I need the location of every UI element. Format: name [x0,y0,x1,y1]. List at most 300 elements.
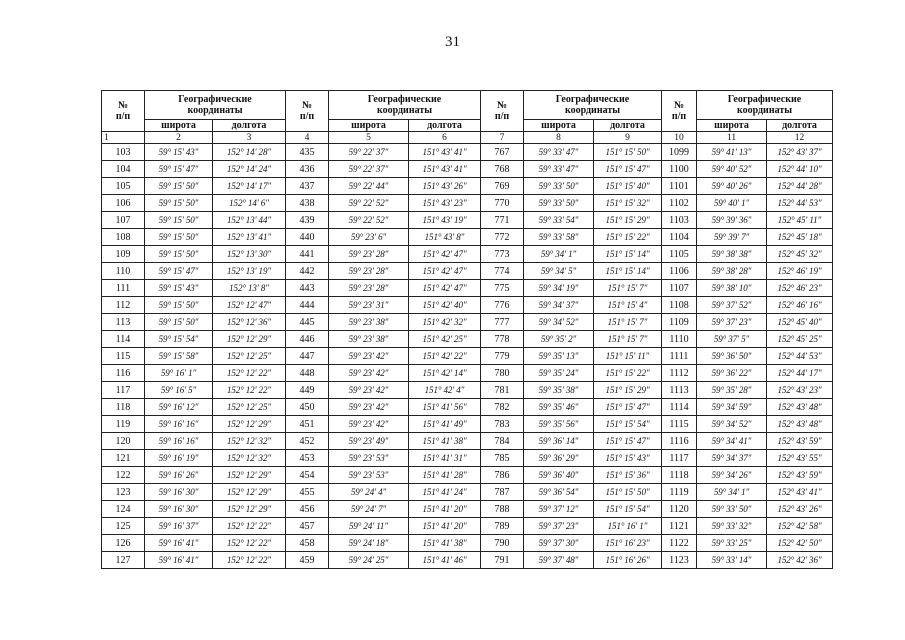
row-number: 116 [102,365,145,382]
longitude-cell: 151° 15' 7" [594,280,662,297]
header-coords [329,91,481,120]
longitude-cell: 151° 42' 4" [409,382,481,399]
row-number: 788 [481,501,524,518]
row-number: 113 [102,314,145,331]
longitude-cell: 151° 15' 4" [594,297,662,314]
latitude-cell: 59° 37' 52" [697,297,767,314]
row-number: 1113 [662,382,697,399]
latitude-cell: 59° 15' 50" [145,195,213,212]
latitude-cell: 59° 24' 11" [329,518,409,535]
latitude-cell: 59° 15' 54" [145,331,213,348]
row-number: 1100 [662,161,697,178]
longitude-cell: 152° 13' 44" [213,212,286,229]
table-row [102,467,833,484]
column-index: 5 [329,132,409,144]
row-number: 453 [286,450,329,467]
latitude-cell: 59° 39' 7" [697,229,767,246]
row-number: 768 [481,161,524,178]
row-number: 121 [102,450,145,467]
header-num [481,91,524,132]
table-row [102,331,833,348]
row-number: 789 [481,518,524,535]
longitude-cell: 151° 42' 47" [409,280,481,297]
longitude-cell: 152° 13' 19" [213,263,286,280]
column-index: 8 [524,132,594,144]
row-number: 1115 [662,416,697,433]
row-number: 777 [481,314,524,331]
latitude-cell: 59° 23' 28" [329,263,409,280]
header-latitude: широта [697,120,767,132]
row-number: 783 [481,416,524,433]
longitude-cell: 152° 45' 40" [767,314,833,331]
column-index: 9 [594,132,662,144]
longitude-cell: 152° 43' 23" [767,382,833,399]
row-number: 786 [481,467,524,484]
header-latitude: широта [329,120,409,132]
latitude-cell: 59° 36' 22" [697,365,767,382]
longitude-cell: 151° 42' 14" [409,365,481,382]
longitude-cell: 151° 16' 1" [594,518,662,535]
latitude-cell: 59° 24' 4" [329,484,409,501]
latitude-cell: 59° 15' 50" [145,178,213,195]
longitude-cell: 152° 46' 23" [767,280,833,297]
latitude-cell: 59° 15' 50" [145,229,213,246]
latitude-cell: 59° 22' 37" [329,161,409,178]
latitude-cell: 59° 34' 19" [524,280,594,297]
longitude-cell: 151° 15' 7" [594,314,662,331]
latitude-cell: 59° 34' 26" [697,467,767,484]
latitude-cell: 59° 24' 25" [329,552,409,569]
header-num-label: № п/п [671,100,687,122]
latitude-cell: 59° 16' 16" [145,416,213,433]
latitude-cell: 59° 35' 2" [524,331,594,348]
row-number: 781 [481,382,524,399]
longitude-cell: 151° 15' 14" [594,263,662,280]
header-coords-label: Географические координаты [178,94,252,116]
longitude-cell: 152° 14' 17" [213,178,286,195]
latitude-cell: 59° 23' 38" [329,331,409,348]
longitude-cell: 151° 41' 20" [409,518,481,535]
longitude-cell: 151° 15' 50" [594,484,662,501]
header-longitude: долгота [767,120,833,132]
table-row [102,195,833,212]
latitude-cell: 59° 23' 49" [329,433,409,450]
longitude-cell: 151° 42' 22" [409,348,481,365]
longitude-cell: 152° 13' 30" [213,246,286,263]
longitude-cell: 152° 43' 59" [767,467,833,484]
latitude-cell: 59° 15' 47" [145,161,213,178]
latitude-cell: 59° 37' 23" [697,314,767,331]
latitude-cell: 59° 34' 1" [697,484,767,501]
header-longitude: долгота [213,120,286,132]
latitude-cell: 59° 34' 52" [524,314,594,331]
row-number: 784 [481,433,524,450]
row-number: 776 [481,297,524,314]
latitude-cell: 59° 15' 50" [145,246,213,263]
longitude-cell: 152° 44' 17" [767,365,833,382]
latitude-cell: 59° 33' 50" [697,501,767,518]
latitude-cell: 59° 33' 32" [697,518,767,535]
latitude-cell: 59° 24' 7" [329,501,409,518]
longitude-cell: 152° 14' 28" [213,144,286,161]
longitude-cell: 151° 15' 54" [594,416,662,433]
latitude-cell: 59° 23' 28" [329,246,409,263]
row-number: 1107 [662,280,697,297]
longitude-cell: 151° 41' 46" [409,552,481,569]
latitude-cell: 59° 15' 43" [145,144,213,161]
latitude-cell: 59° 23' 28" [329,280,409,297]
row-number: 435 [286,144,329,161]
row-number: 107 [102,212,145,229]
header-coords-label: Географические координаты [555,94,630,116]
longitude-cell: 152° 12' 47" [213,297,286,314]
column-index: 2 [145,132,213,144]
header-row [102,91,833,120]
row-number: 1106 [662,263,697,280]
longitude-cell: 151° 42' 25" [409,331,481,348]
longitude-cell: 152° 43' 41" [767,484,833,501]
row-number: 127 [102,552,145,569]
row-number: 1104 [662,229,697,246]
row-number: 1114 [662,399,697,416]
header-coords [145,91,286,120]
table-row [102,229,833,246]
latitude-cell: 59° 36' 54" [524,484,594,501]
row-number: 118 [102,399,145,416]
row-number: 450 [286,399,329,416]
latitude-cell: 59° 15' 47" [145,263,213,280]
longitude-cell: 152° 44' 28" [767,178,833,195]
row-number: 122 [102,467,145,484]
longitude-cell: 151° 43' 41" [409,144,481,161]
latitude-cell: 59° 15' 50" [145,297,213,314]
row-number: 1111 [662,348,697,365]
row-number: 452 [286,433,329,450]
row-number: 455 [286,484,329,501]
latitude-cell: 59° 35' 56" [524,416,594,433]
row-number: 459 [286,552,329,569]
latitude-cell: 59° 33' 54" [524,212,594,229]
row-number: 443 [286,280,329,297]
latitude-cell: 59° 36' 50" [697,348,767,365]
longitude-cell: 151° 41' 38" [409,535,481,552]
longitude-cell: 152° 12' 29" [213,331,286,348]
row-number: 1103 [662,212,697,229]
latitude-cell: 59° 16' 41" [145,552,213,569]
latitude-cell: 59° 15' 50" [145,314,213,331]
longitude-cell: 152° 43' 37" [767,144,833,161]
latitude-cell: 59° 36' 40" [524,467,594,484]
latitude-cell: 59° 34' 1" [524,246,594,263]
latitude-cell: 59° 40' 52" [697,161,767,178]
row-number: 120 [102,433,145,450]
longitude-cell: 152° 12' 32" [213,433,286,450]
latitude-cell: 59° 23' 53" [329,467,409,484]
longitude-cell: 152° 46' 16" [767,297,833,314]
row-number: 439 [286,212,329,229]
longitude-cell: 152° 13' 41" [213,229,286,246]
latitude-cell: 59° 34' 37" [524,297,594,314]
longitude-cell: 151° 15' 47" [594,399,662,416]
longitude-cell: 151° 15' 22" [594,365,662,382]
longitude-cell: 151° 42' 32" [409,314,481,331]
longitude-cell: 151° 15' 50" [594,144,662,161]
latitude-cell: 59° 16' 37" [145,518,213,535]
longitude-cell: 152° 12' 29" [213,467,286,484]
row-number: 791 [481,552,524,569]
latitude-cell: 59° 37' 23" [524,518,594,535]
column-index: 1 [102,132,145,144]
latitude-cell: 59° 23' 31" [329,297,409,314]
row-number: 445 [286,314,329,331]
row-number: 440 [286,229,329,246]
longitude-cell: 151° 16' 26" [594,552,662,569]
longitude-cell: 151° 15' 7" [594,331,662,348]
longitude-cell: 151° 41' 24" [409,484,481,501]
table-row [102,518,833,535]
row-number: 117 [102,382,145,399]
table-body [102,144,833,569]
longitude-cell: 152° 12' 29" [213,501,286,518]
latitude-cell: 59° 38' 28" [697,263,767,280]
longitude-cell: 151° 15' 11" [594,348,662,365]
latitude-cell: 59° 15' 58" [145,348,213,365]
column-index: 10 [662,132,697,144]
latitude-cell: 59° 24' 18" [329,535,409,552]
longitude-cell: 152° 12' 29" [213,416,286,433]
column-index: 6 [409,132,481,144]
longitude-cell: 151° 16' 23" [594,535,662,552]
row-number: 1110 [662,331,697,348]
table-row [102,280,833,297]
table-row [102,212,833,229]
longitude-cell: 151° 15' 54" [594,501,662,518]
table-row [102,365,833,382]
table-row [102,314,833,331]
header-num-label: № п/п [494,100,510,122]
row-number: 1116 [662,433,697,450]
longitude-cell: 152° 44' 10" [767,161,833,178]
latitude-cell: 59° 40' 1" [697,195,767,212]
row-number: 1108 [662,297,697,314]
latitude-cell: 59° 22' 37" [329,144,409,161]
latitude-cell: 59° 16' 30" [145,501,213,518]
longitude-cell: 152° 12' 36" [213,314,286,331]
longitude-cell: 152° 14' 24" [213,161,286,178]
latitude-cell: 59° 16' 26" [145,467,213,484]
row-number: 1099 [662,144,697,161]
row-number: 1109 [662,314,697,331]
latitude-cell: 59° 40' 26" [697,178,767,195]
latitude-cell: 59° 23' 6" [329,229,409,246]
row-number: 770 [481,195,524,212]
longitude-cell: 152° 43' 26" [767,501,833,518]
longitude-cell: 151° 15' 40" [594,178,662,195]
row-number: 125 [102,518,145,535]
longitude-cell: 152° 43' 48" [767,399,833,416]
latitude-cell: 59° 16' 16" [145,433,213,450]
row-number: 1120 [662,501,697,518]
table-row [102,535,833,552]
latitude-cell: 59° 34' 52" [697,416,767,433]
row-number: 782 [481,399,524,416]
latitude-cell: 59° 33' 47" [524,144,594,161]
longitude-cell: 152° 45' 25" [767,331,833,348]
row-number: 774 [481,263,524,280]
longitude-cell: 151° 42' 47" [409,263,481,280]
latitude-cell: 59° 33' 50" [524,178,594,195]
header-num [662,91,697,132]
latitude-cell: 59° 33' 58" [524,229,594,246]
row-number: 437 [286,178,329,195]
latitude-cell: 59° 15' 43" [145,280,213,297]
latitude-cell: 59° 23' 42" [329,382,409,399]
header-num [102,91,145,132]
row-number: 103 [102,144,145,161]
row-number: 787 [481,484,524,501]
row-number: 115 [102,348,145,365]
longitude-cell: 152° 12' 22" [213,552,286,569]
header-coords-label: Географические координаты [727,94,802,116]
row-number: 458 [286,535,329,552]
header-longitude: долгота [409,120,481,132]
header-coords [524,91,662,120]
longitude-cell: 151° 43' 26" [409,178,481,195]
longitude-cell: 152° 12' 22" [213,518,286,535]
column-index: 11 [697,132,767,144]
page-number: 31 [445,34,460,50]
row-number: 769 [481,178,524,195]
table-row [102,263,833,280]
latitude-cell: 59° 34' 5" [524,263,594,280]
row-number: 105 [102,178,145,195]
row-number: 785 [481,450,524,467]
column-index: 7 [481,132,524,144]
row-number: 112 [102,297,145,314]
longitude-cell: 151° 41' 38" [409,433,481,450]
latitude-cell: 59° 37' 30" [524,535,594,552]
latitude-cell: 59° 35' 28" [697,382,767,399]
longitude-cell: 151° 15' 14" [594,246,662,263]
longitude-cell: 151° 15' 22" [594,229,662,246]
table-row [102,416,833,433]
row-number: 438 [286,195,329,212]
row-number: 1101 [662,178,697,195]
row-number: 441 [286,246,329,263]
row-number: 448 [286,365,329,382]
latitude-cell: 59° 16' 19" [145,450,213,467]
row-number: 110 [102,263,145,280]
longitude-cell: 152° 45' 11" [767,212,833,229]
table-row [102,161,833,178]
latitude-cell: 59° 15' 50" [145,212,213,229]
row-number: 773 [481,246,524,263]
latitude-cell: 59° 33' 14" [697,552,767,569]
row-number: 436 [286,161,329,178]
longitude-cell: 151° 15' 47" [594,433,662,450]
table-row [102,484,833,501]
latitude-cell: 59° 16' 5" [145,382,213,399]
row-number: 119 [102,416,145,433]
latitude-cell: 59° 41' 13" [697,144,767,161]
table-row [102,399,833,416]
longitude-cell: 152° 12' 22" [213,535,286,552]
subheader-row [102,120,833,132]
latitude-cell: 59° 36' 14" [524,433,594,450]
table-row [102,297,833,314]
latitude-cell: 59° 34' 37" [697,450,767,467]
longitude-cell: 151° 43' 19" [409,212,481,229]
latitude-cell: 59° 23' 53" [329,450,409,467]
longitude-cell: 152° 12' 25" [213,399,286,416]
longitude-cell: 151° 43' 8" [409,229,481,246]
row-number: 1117 [662,450,697,467]
row-number: 108 [102,229,145,246]
table-row [102,450,833,467]
latitude-cell: 59° 33' 25" [697,535,767,552]
row-number: 104 [102,161,145,178]
row-number: 454 [286,467,329,484]
longitude-cell: 151° 15' 43" [594,450,662,467]
header-coords [697,91,833,120]
row-number: 780 [481,365,524,382]
row-number: 778 [481,331,524,348]
header-latitude: широта [145,120,213,132]
row-number: 442 [286,263,329,280]
header-coords-label: Географические координаты [367,94,442,116]
header-num-label: № п/п [115,100,131,122]
longitude-cell: 152° 43' 59" [767,433,833,450]
longitude-cell: 152° 42' 58" [767,518,833,535]
latitude-cell: 59° 34' 41" [697,433,767,450]
latitude-cell: 59° 23' 42" [329,348,409,365]
latitude-cell: 59° 39' 36" [697,212,767,229]
header-num-label: № п/п [299,100,315,122]
row-number: 1102 [662,195,697,212]
row-number: 109 [102,246,145,263]
latitude-cell: 59° 16' 12" [145,399,213,416]
column-index-row [102,132,833,144]
longitude-cell: 152° 13' 8" [213,280,286,297]
row-number: 1118 [662,467,697,484]
latitude-cell: 59° 35' 46" [524,399,594,416]
row-number: 446 [286,331,329,348]
row-number: 451 [286,416,329,433]
header-latitude: широта [524,120,594,132]
latitude-cell: 59° 38' 38" [697,246,767,263]
latitude-cell: 59° 35' 24" [524,365,594,382]
longitude-cell: 152° 12' 25" [213,348,286,365]
table-row [102,178,833,195]
longitude-cell: 152° 14' 6" [213,195,286,212]
row-number: 1112 [662,365,697,382]
latitude-cell: 59° 34' 59" [697,399,767,416]
longitude-cell: 152° 42' 36" [767,552,833,569]
longitude-cell: 152° 12' 29" [213,484,286,501]
table-row [102,501,833,518]
row-number: 114 [102,331,145,348]
latitude-cell: 59° 16' 30" [145,484,213,501]
latitude-cell: 59° 38' 10" [697,280,767,297]
longitude-cell: 152° 45' 18" [767,229,833,246]
longitude-cell: 152° 44' 53" [767,348,833,365]
latitude-cell: 59° 33' 47" [524,161,594,178]
row-number: 111 [102,280,145,297]
longitude-cell: 151° 41' 49" [409,416,481,433]
longitude-cell: 151° 43' 23" [409,195,481,212]
longitude-cell: 151° 41' 56" [409,399,481,416]
latitude-cell: 59° 22' 52" [329,212,409,229]
